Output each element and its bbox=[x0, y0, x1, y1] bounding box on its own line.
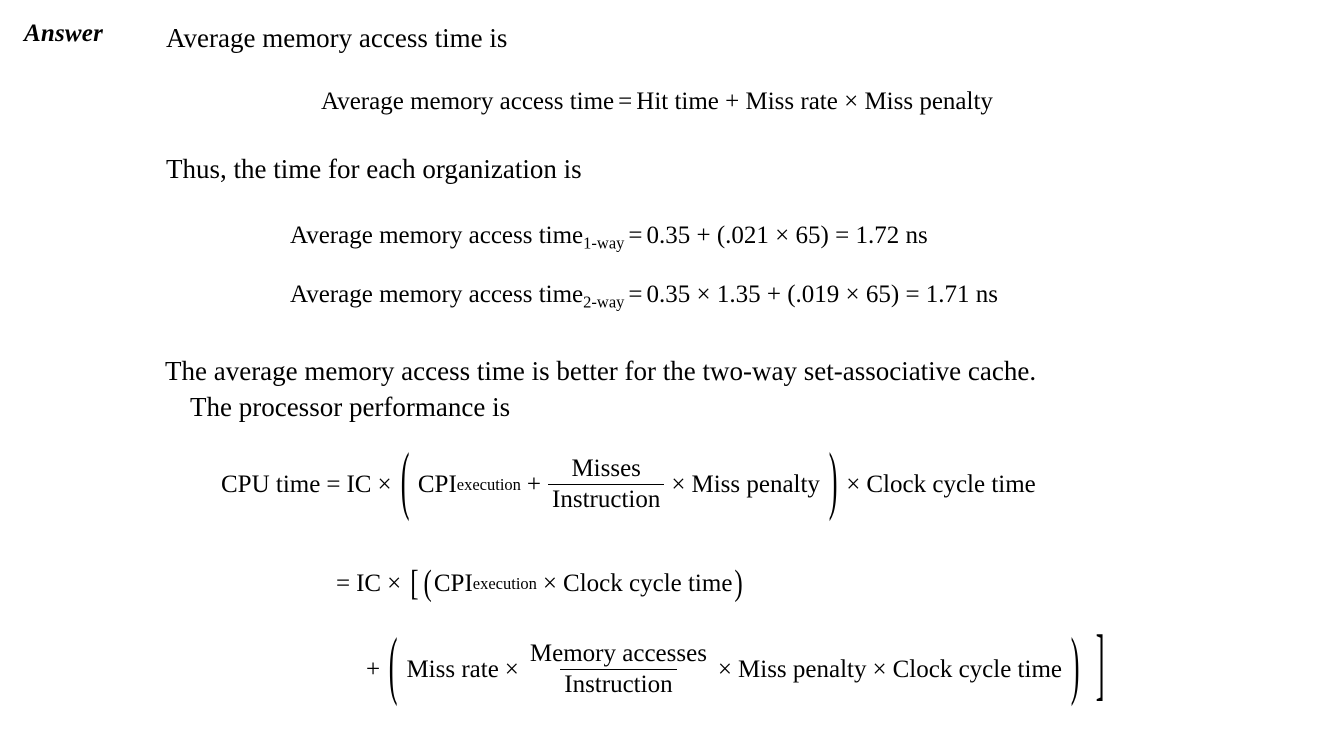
amat-1way-equals: = bbox=[628, 222, 643, 249]
cpu-time-times-2: × bbox=[671, 470, 686, 498]
amat-2way-lhs: Average memory access time bbox=[290, 281, 584, 308]
equation-cpu-time-line2 bbox=[336, 563, 745, 603]
fraction-denominator: Instruction bbox=[548, 484, 664, 514]
fraction-numerator: Memory accesses bbox=[529, 640, 707, 667]
line2-cpi-subscript: execution bbox=[472, 574, 537, 593]
amat-2way-subscript: 2-way bbox=[583, 292, 625, 312]
cpu-time-open-paren: ( bbox=[400, 441, 410, 524]
amat-2way-equals: = bbox=[628, 281, 643, 308]
line3-times-2: × bbox=[717, 655, 733, 683]
line2-times-2: × bbox=[542, 570, 558, 597]
cpu-time-equals: = bbox=[326, 470, 341, 498]
amat-definition-equals: = bbox=[618, 88, 633, 115]
cpu-time-clock: Clock cycle time bbox=[866, 470, 1036, 498]
amat-definition-rhs: Hit time + Miss rate × Miss penalty bbox=[636, 88, 993, 115]
line3-times-3: × bbox=[872, 655, 887, 683]
line3-miss-rate: Miss rate bbox=[406, 655, 499, 683]
equation-cpu-time-line1 bbox=[221, 441, 1036, 524]
thus-paragraph: Thus, the time for each organization is bbox=[166, 154, 582, 184]
line3-close-paren: ) bbox=[1070, 626, 1080, 709]
cpu-time-cpi-subscript: execution bbox=[456, 474, 521, 494]
line3-plus: + bbox=[366, 655, 381, 683]
cpu-time-times-1: × bbox=[377, 470, 392, 498]
amat-1way-rhs: 0.35 + (.021 × 65) = 1.72 ns bbox=[646, 222, 928, 249]
conclusion-line2: The processor performance is bbox=[190, 392, 511, 423]
line3-clock: Clock cycle time bbox=[892, 655, 1062, 683]
cpu-time-cpi: CPI bbox=[417, 470, 457, 498]
line3-open-paren: ( bbox=[388, 626, 398, 709]
cpu-time-plus: + bbox=[526, 470, 542, 498]
line2-ic: IC bbox=[356, 570, 382, 597]
equation-amat-definition bbox=[321, 88, 993, 116]
line2-times-1: × bbox=[387, 570, 402, 597]
cpu-time-lhs: CPU time bbox=[221, 470, 321, 498]
line2-cpi: CPI bbox=[433, 570, 473, 597]
line3-close-bracket: ] bbox=[1096, 622, 1105, 710]
cpu-time-ic: IC bbox=[346, 470, 372, 498]
line2-open-paren: ( bbox=[423, 563, 432, 603]
intro-paragraph: Average memory access time is bbox=[166, 23, 508, 53]
line3-times-1: × bbox=[504, 655, 519, 683]
cpu-time-times-3: × bbox=[846, 470, 861, 498]
line2-equals: = bbox=[336, 570, 351, 597]
equation-amat-1way bbox=[290, 222, 928, 253]
equation-cpu-time-line3 bbox=[366, 622, 1109, 710]
fraction-numerator: Misses bbox=[571, 455, 641, 482]
cpu-time-close-paren: ) bbox=[828, 441, 838, 524]
amat-definition-lhs: Average memory access time bbox=[321, 88, 615, 115]
cpu-time-miss-penalty: Miss penalty bbox=[691, 470, 820, 498]
amat-1way-subscript: 1-way bbox=[583, 233, 625, 253]
conclusion-paragraph bbox=[165, 353, 1225, 425]
amat-1way-lhs: Average memory access time bbox=[290, 222, 584, 249]
fraction-denominator: Instruction bbox=[560, 669, 676, 699]
misses-per-instruction-fraction bbox=[548, 455, 664, 514]
line2-open-bracket: [ bbox=[410, 563, 419, 603]
equation-amat-2way bbox=[290, 281, 998, 312]
amat-2way-rhs: 0.35 × 1.35 + (.019 × 65) = 1.71 ns bbox=[646, 281, 999, 308]
line2-clock: Clock cycle time bbox=[563, 570, 733, 597]
answer-label: Answer bbox=[24, 20, 104, 47]
line3-miss-penalty: Miss penalty bbox=[738, 655, 867, 683]
conclusion-line1: The average memory access time is better for the two-way set-associative cache. bbox=[165, 356, 1037, 386]
line2-close-paren: ) bbox=[734, 563, 743, 603]
memory-accesses-per-instruction-fraction bbox=[526, 640, 711, 699]
